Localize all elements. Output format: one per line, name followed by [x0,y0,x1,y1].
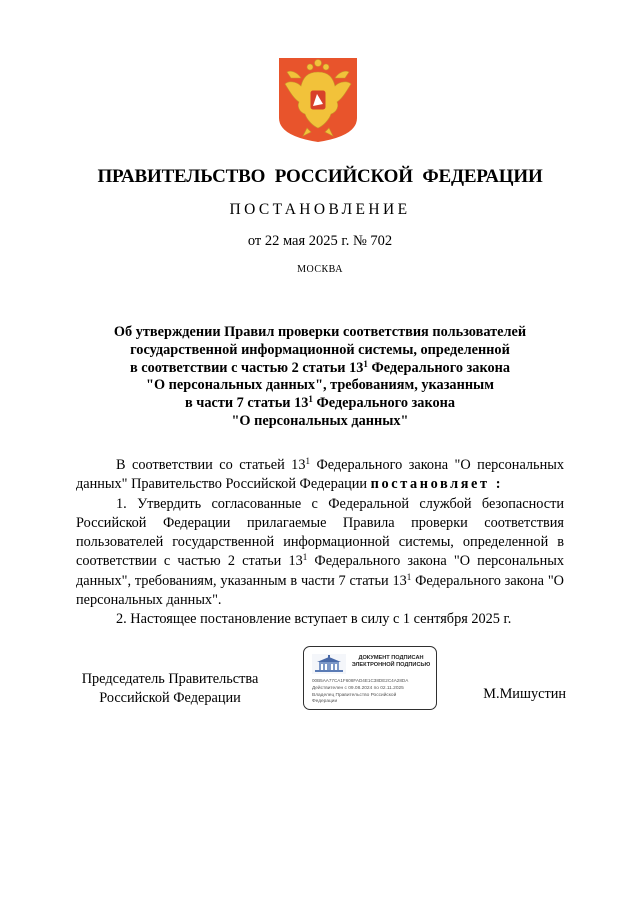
decree-keyword: постановляет : [370,476,504,493]
signer-name: М.Мишустин [483,686,566,702]
document-type: ПОСТАНОВЛЕНИЕ [229,201,411,218]
electronic-signature-stamp [303,646,437,710]
heading-line: в соответствии с частью 2 статьи $13^1$ Федерального закона [129,358,511,376]
clause-2-paragraph: 2. Настоящее постановление вступает в силу с 1 сентября 2025 г. [116,611,512,628]
certificate-validity: Действителен с 09.08.2024 по 02.11.2025 [312,686,404,691]
heading-line: "О персональных данных" [231,412,409,429]
stamp-header: ДОКУМЕНТ ПОДПИСАН ЭЛЕКТРОННОЙ ПОДПИСЬЮ [351,655,431,668]
heading-line: государственной информационной системы, определенной [130,341,510,358]
government-title: ПРАВИТЕЛЬСТВО РОССИЙСКОЙ ФЕДЕРАЦИИ [97,166,543,187]
document-heading [70,324,570,431]
certificate-owner: Владелец Правительство Российской Федерации [312,693,397,704]
government-building-icon [312,654,346,674]
city: МОСКВА [297,264,343,275]
document-body [76,456,564,630]
heading-line: Об утверждении Правил проверки соответствия пользователей [113,324,527,340]
signer-title: Председатель Правительства Российской Федерации [81,671,259,706]
preamble-paragraph: В соответствии со статьей $13^1$ Федерального закона "О персональных данных" Правительство Российской Федерации постановляет : [76,456,564,493]
certificate-number: 00B5AA77CA1F608FAD4E1C38DE2C4A28DA [312,678,409,683]
heading-line: в части 7 статьи $13^1$ Федерального закона [184,394,456,412]
heading-line: "О персональных данных", требованиям, указанным [146,377,494,394]
coat-of-arms-emblem-icon [277,56,359,144]
document-date-number: от 22 мая 2025 г. № 702 [247,233,393,249]
clause-1-paragraph: 1. Утвердить согласованные с Федеральной службой безопасности Российской Федерации прилагаемые Правила проверки соответствия пользователей государственной информационной системы, определенной в соответствии с частью 2 статьи $13^1$ Федерального закона "О персональных данных", требованиям, указанным в части 7 статьи $13^1$ Федерального закона "О персональных данных". [76,495,564,609]
